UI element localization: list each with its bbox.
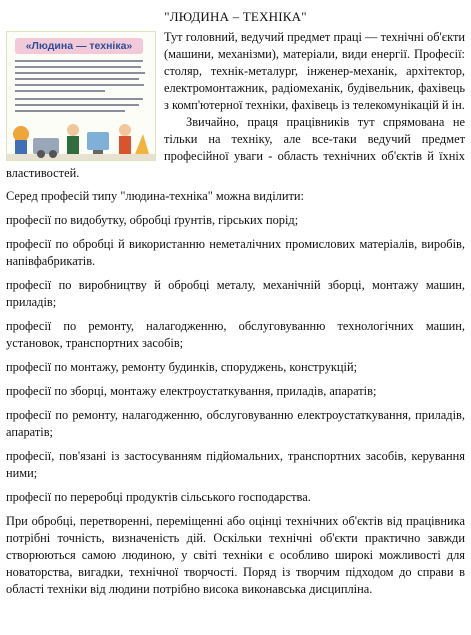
intro-paragraph-continued: Звичайно, праця працівників тут спрямована не тільки на техніку, але все-таки ведучий предмет професійної уваги - область технічних об'єктів й їхніх властивостей. <box>6 115 465 180</box>
conclusion-paragraph: При обробці, перетворенні, переміщенні або оцінці технічних об'єктів від працівника потрібні точність, визначеність дій. Оскільки технічні об'єкти практично завжди створюються самою людиною, у світі техніки є особливо широкі можливості для новаторства, вигадки, технічної творчості. Поряд із творчим підходом до справи в області техніки від людини потрібно висока виконавська дисципліна. <box>6 514 465 596</box>
profession-item: професії по монтажу, ремонту будинків, споруджень, конструкцій; <box>6 360 358 374</box>
page-title: "ЛЮДИНА – ТЕХНІКА" <box>164 9 307 24</box>
intro-section <box>6 29 465 182</box>
illustration-banner: «Людина — техніка» <box>15 38 143 54</box>
illustration-text-line <box>15 104 139 106</box>
intro-paragraph: Тут головний, ведучий предмет праці — технічні об'єкти (машини, механізми), матеріали, види енергії. Професії: столяр, технік-металург, інженер-механік, архітектор, електромонтажник, радіомеханік, будівельник, фахівець з комп'ютерної техніки, фахівець із телекомунікацій й ін. <box>164 30 465 112</box>
profession-item: професії по зборці, монтажу електроустаткування, приладів, апаратів; <box>6 384 377 398</box>
illustration-text-line <box>15 84 144 86</box>
list-intro: Серед професій типу "людина-техніка" можна виділити: <box>6 189 304 203</box>
illustration-text-line <box>15 98 143 100</box>
profession-item: професії по видобутку, обробці ґрунтів, гірських порід; <box>6 213 299 227</box>
profession-item: професії по виробництву й обробці металу, механічній зборці, монтажу машин, приладів; <box>6 278 465 309</box>
profession-item: професії, пов'язані із застосуванням підйомальних, транспортних засобів, керування ними; <box>6 449 465 480</box>
illustration-text-line <box>15 60 143 62</box>
illustration-text-line <box>15 78 139 80</box>
profession-item: професії по ремонту, налагодженню, обслуговуванню електроустаткування, приладів, апаратів; <box>6 408 465 439</box>
illustration-text-line <box>15 66 141 68</box>
illustration-text-line <box>15 90 105 92</box>
category-illustration <box>6 31 156 161</box>
document-page <box>6 8 465 605</box>
profession-item: професії по переробці продуктів сільського господарства. <box>6 490 311 504</box>
profession-item: професії по ремонту, налагодженню, обслуговуванню технологічних машин, установок, транспортних засобів; <box>6 319 465 350</box>
illustration-text-line <box>15 110 125 112</box>
profession-item: професії по обробці й використанню неметалічних промислових матеріалів, виробів, напівфабрикатів. <box>6 237 465 268</box>
workers-illustration <box>7 120 155 160</box>
illustration-text-line <box>15 72 145 74</box>
